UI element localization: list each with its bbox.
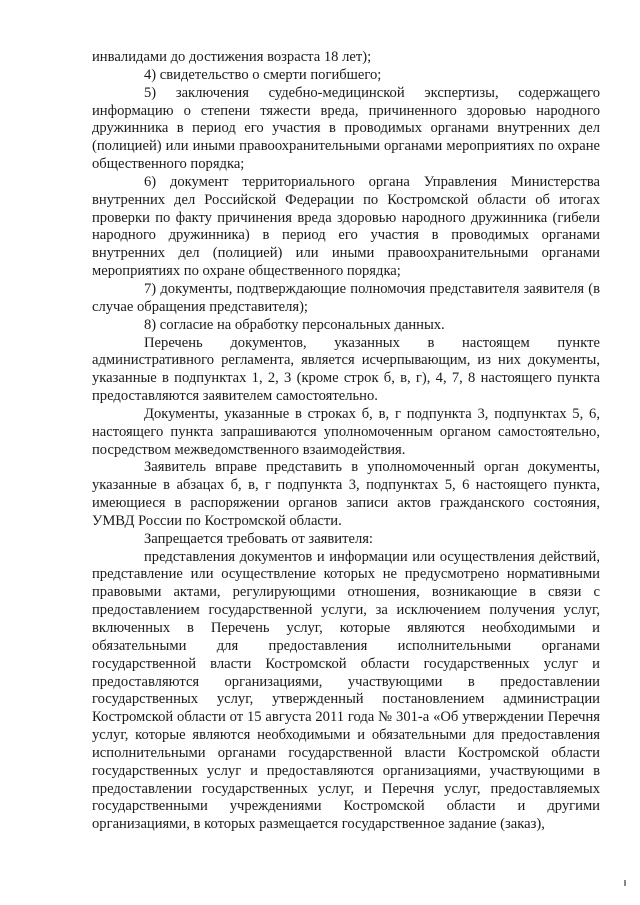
paragraph-item-8: 8) согласие на обработку персональных данных. [144,316,445,333]
paragraph-prohibition-text: представления документов и информации или осуществления действий, представление или осуществление которых не предусмотрено нормативными правовыми актами, регулирующими отношения, возникающие в связи с предоставлением государственной услуги, за исключением получения услуг, включенных в Перечень услуг, которые являются необходимыми и обязательными для предоставления исполнительными органами государственной власти Костромской области государственных услуг и предоставляются организациями, участвующими в предоставлении государственных услуг, утвержденный постановлением администрации Костромской области от 15 августа 2011 года № 301-а «Об утверждении Перечня услуг, которые являются необходимыми и обязательными для предоставления исполнительными органами государственной власти Костромской области государственных услуг и предоставляются организациями, участвующими в предоставлении государственных услуг, и Перечня услуг, предоставляемых государственными учреждениями Костромской области и другими организациями, в которых размещается государственное задание (заказ), [92,548,600,833]
margin-mark [624,880,626,886]
paragraph-prohibition-heading: Запрещается требовать от заявителя: [144,530,373,547]
paragraph-item-5: 5) заключения судебно-медицинской экспертизы, содержащего информацию о степени тяжести вреда, причиненного здоровью народного дружинника в период его участия в проводимых органами внутренних дел (полицией) или иными правоохранительными органами мероприятиях по охране общественного порядка; [92,84,600,173]
paragraph-applicant-right: Заявитель вправе представить в уполномоченный орган документы, указанные в абзацах б, в, г подпункта 3, подпунктах 5, 6 настоящего пункта, имеющиеся в распоряжении органов записи актов гражданского состояния, УМВД России по Костромской области. [92,459,600,529]
paragraph-item-4: 4) свидетельство о смерти погибшего; [144,66,382,83]
paragraph-document-list: Перечень документов, указанных в настоящем пункте административного регламента, является исчерпывающим, из них документы, указанные в подпунктах 1, 2, 3 (кроме строк б, в, г), 4, 7, 8 настоящего пункта предоставляются заявителем самостоятельно. [92,334,600,405]
paragraph-item-6: 6) документ территориального органа Управления Министерства внутренних дел Российской Федерации по Костромской области об итогах проверки по факту причинения вреда здоровью народного дружинника (гибели народного дружинника) в период его участия в проводимых органами внутренних дел (полицией) или иными правоохранительными органами мероприятиях по охране общественного порядка; [92,173,600,280]
paragraph-requested-documents: Документы, указанные в строках б, в, г подпункта 3, подпунктах 5, 6, настоящего пункта запрашиваются уполномоченным органом самостоятельно, посредством межведомственного взаимодействия. [92,405,600,458]
paragraph-item-7: 7) документы, подтверждающие полномочия представителя заявителя (в случае обращения представителя); [92,280,600,315]
paragraph-continuation: инвалидами до достижения возраста 18 лет); [92,49,372,65]
document-body [92,49,600,834]
